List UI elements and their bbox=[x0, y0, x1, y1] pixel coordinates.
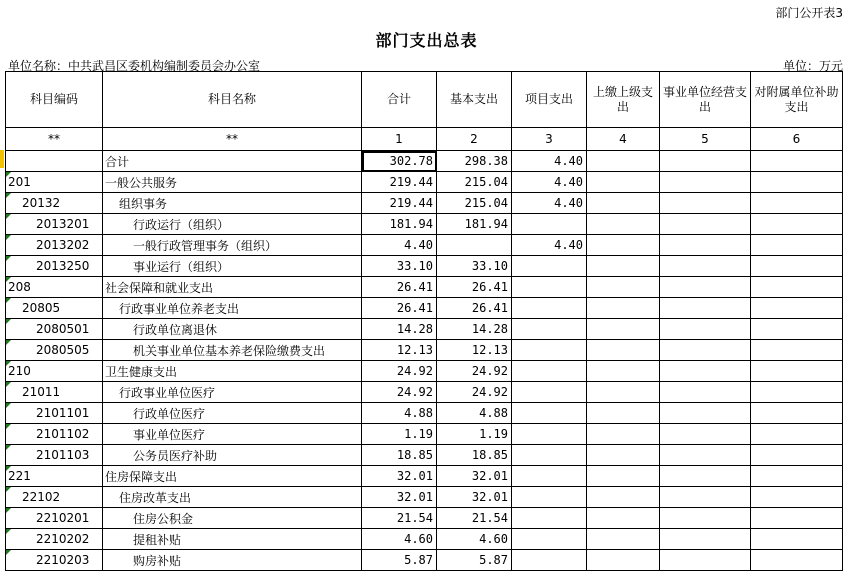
unit-name: 单位名称：中共武昌区委机构编制委员会办公室 bbox=[8, 59, 261, 73]
basic-expenditure-cell[interactable]: 4.88 bbox=[437, 403, 512, 424]
business-expenditure-cell[interactable] bbox=[660, 508, 751, 529]
project-expenditure-cell[interactable] bbox=[512, 487, 587, 508]
upper-level-cell[interactable] bbox=[587, 172, 660, 193]
basic-expenditure-cell[interactable]: 12.13 bbox=[437, 340, 512, 361]
subject-name-cell[interactable]: 组织事务 bbox=[103, 193, 362, 214]
subsidy-cell[interactable] bbox=[751, 466, 843, 487]
basic-expenditure-cell[interactable] bbox=[437, 235, 512, 256]
subject-name-cell[interactable]: 住房公积金 bbox=[103, 508, 362, 529]
project-expenditure-cell[interactable] bbox=[512, 298, 587, 319]
subsidy-cell[interactable] bbox=[751, 382, 843, 403]
table-row bbox=[6, 508, 843, 529]
table-row bbox=[6, 214, 843, 235]
total-cell[interactable]: 21.54 bbox=[362, 508, 437, 529]
business-expenditure-cell[interactable] bbox=[660, 298, 751, 319]
total-cell[interactable]: 4.88 bbox=[362, 403, 437, 424]
total-cell[interactable]: 24.92 bbox=[362, 361, 437, 382]
project-expenditure-cell[interactable] bbox=[512, 424, 587, 445]
subsidy-cell[interactable] bbox=[751, 340, 843, 361]
col-header-code[interactable]: 科目编码 bbox=[6, 72, 103, 128]
table-row bbox=[6, 424, 843, 445]
basic-expenditure-cell[interactable]: 26.41 bbox=[437, 277, 512, 298]
index-cell[interactable]: 1 bbox=[362, 128, 437, 151]
subject-name-cell[interactable]: 合计 bbox=[103, 151, 362, 172]
active-row-marker bbox=[0, 150, 4, 168]
project-expenditure-cell[interactable] bbox=[512, 382, 587, 403]
subject-name-cell[interactable]: 事业单位医疗 bbox=[103, 424, 362, 445]
subject-code-cell[interactable]: 201 bbox=[6, 172, 103, 193]
upper-level-cell[interactable] bbox=[587, 319, 660, 340]
total-cell[interactable]: 4.40 bbox=[362, 235, 437, 256]
subject-name-cell[interactable]: 一般行政管理事务（组织） bbox=[103, 235, 362, 256]
business-expenditure-cell[interactable] bbox=[660, 382, 751, 403]
upper-level-cell[interactable] bbox=[587, 256, 660, 277]
basic-expenditure-cell[interactable]: 1.19 bbox=[437, 424, 512, 445]
basic-expenditure-cell[interactable]: 21.54 bbox=[437, 508, 512, 529]
project-expenditure-cell[interactable] bbox=[512, 445, 587, 466]
total-cell[interactable]: 18.85 bbox=[362, 445, 437, 466]
upper-level-cell[interactable] bbox=[587, 382, 660, 403]
table-row bbox=[6, 235, 843, 256]
project-expenditure-cell[interactable] bbox=[512, 319, 587, 340]
table-row bbox=[6, 277, 843, 298]
table-row bbox=[6, 403, 843, 424]
business-expenditure-cell[interactable] bbox=[660, 550, 751, 571]
basic-expenditure-cell[interactable]: 215.04 bbox=[437, 172, 512, 193]
header-row bbox=[6, 72, 843, 128]
index-row bbox=[6, 128, 843, 151]
subject-code-cell[interactable]: 221 bbox=[6, 466, 103, 487]
subject-code-cell[interactable]: 2013201 bbox=[6, 214, 103, 235]
subsidy-cell[interactable] bbox=[751, 214, 843, 235]
basic-expenditure-cell[interactable]: 33.10 bbox=[437, 256, 512, 277]
col-header-business[interactable]: 事业单位经营支出 bbox=[660, 72, 751, 128]
subject-code-cell[interactable]: 2013250 bbox=[6, 256, 103, 277]
expenditure-table bbox=[5, 71, 843, 571]
subsidy-cell[interactable] bbox=[751, 508, 843, 529]
col-header-upper[interactable]: 上缴上级支出 bbox=[587, 72, 660, 128]
upper-level-cell[interactable] bbox=[587, 403, 660, 424]
subject-code-cell[interactable]: 210 bbox=[6, 361, 103, 382]
subject-name-cell[interactable]: 公务员医疗补助 bbox=[103, 445, 362, 466]
subsidy-cell[interactable] bbox=[751, 277, 843, 298]
subsidy-cell[interactable] bbox=[751, 403, 843, 424]
subsidy-cell[interactable] bbox=[751, 487, 843, 508]
table-row bbox=[6, 256, 843, 277]
basic-expenditure-cell[interactable]: 24.92 bbox=[437, 361, 512, 382]
subject-name-cell[interactable]: 行政事业单位养老支出 bbox=[103, 298, 362, 319]
business-expenditure-cell[interactable] bbox=[660, 466, 751, 487]
upper-level-cell[interactable] bbox=[587, 298, 660, 319]
subject-code-cell[interactable]: 2101101 bbox=[6, 403, 103, 424]
subject-code-cell[interactable]: 2210203 bbox=[6, 550, 103, 571]
total-cell[interactable]: 14.28 bbox=[362, 319, 437, 340]
total-cell[interactable]: 26.41 bbox=[362, 277, 437, 298]
basic-expenditure-cell[interactable]: 4.60 bbox=[437, 529, 512, 550]
upper-level-cell[interactable] bbox=[587, 235, 660, 256]
business-expenditure-cell[interactable] bbox=[660, 277, 751, 298]
basic-expenditure-cell[interactable]: 298.38 bbox=[437, 151, 512, 172]
upper-level-cell[interactable] bbox=[587, 340, 660, 361]
subject-name-cell[interactable]: 行政运行（组织） bbox=[103, 214, 362, 235]
total-cell[interactable]: 5.87 bbox=[362, 550, 437, 571]
business-expenditure-cell[interactable] bbox=[660, 193, 751, 214]
subsidy-cell[interactable] bbox=[751, 319, 843, 340]
basic-expenditure-cell[interactable]: 26.41 bbox=[437, 298, 512, 319]
unit-label: 单位：万元 bbox=[782, 59, 843, 73]
total-cell[interactable]: 4.60 bbox=[362, 529, 437, 550]
subsidy-cell[interactable] bbox=[751, 235, 843, 256]
table-row bbox=[6, 382, 843, 403]
table-row bbox=[6, 445, 843, 466]
subject-code-cell[interactable]: 208 bbox=[6, 277, 103, 298]
subject-name-cell[interactable]: 事业运行（组织） bbox=[103, 256, 362, 277]
upper-level-cell[interactable] bbox=[587, 550, 660, 571]
project-expenditure-cell[interactable] bbox=[512, 214, 587, 235]
upper-level-cell[interactable] bbox=[587, 424, 660, 445]
subject-name-cell[interactable]: 行政单位医疗 bbox=[103, 403, 362, 424]
business-expenditure-cell[interactable] bbox=[660, 424, 751, 445]
project-expenditure-cell[interactable] bbox=[512, 277, 587, 298]
table-row bbox=[6, 151, 843, 172]
business-expenditure-cell[interactable] bbox=[660, 151, 751, 172]
index-cell[interactable]: 5 bbox=[660, 128, 751, 151]
table-row bbox=[6, 361, 843, 382]
table-number: 部门公开表3 bbox=[775, 6, 843, 20]
subject-code-cell[interactable]: 2210202 bbox=[6, 529, 103, 550]
basic-expenditure-cell[interactable]: 32.01 bbox=[437, 487, 512, 508]
index-cell[interactable]: ** bbox=[6, 128, 103, 151]
subject-name-cell[interactable]: 购房补贴 bbox=[103, 550, 362, 571]
business-expenditure-cell[interactable] bbox=[660, 487, 751, 508]
basic-expenditure-cell[interactable]: 5.87 bbox=[437, 550, 512, 571]
index-cell[interactable]: 4 bbox=[587, 128, 660, 151]
subject-name-cell[interactable]: 提租补贴 bbox=[103, 529, 362, 550]
upper-level-cell[interactable] bbox=[587, 151, 660, 172]
table-row bbox=[6, 340, 843, 361]
business-expenditure-cell[interactable] bbox=[660, 235, 751, 256]
subsidy-cell[interactable] bbox=[751, 445, 843, 466]
subject-name-cell[interactable]: 卫生健康支出 bbox=[103, 361, 362, 382]
subsidy-cell[interactable] bbox=[751, 298, 843, 319]
total-cell[interactable]: 33.10 bbox=[362, 256, 437, 277]
col-header-name[interactable]: 科目名称 bbox=[103, 72, 362, 128]
total-cell[interactable]: 12.13 bbox=[362, 340, 437, 361]
business-expenditure-cell[interactable] bbox=[660, 319, 751, 340]
subject-name-cell[interactable]: 行政单位离退休 bbox=[103, 319, 362, 340]
index-cell[interactable]: ** bbox=[103, 128, 362, 151]
upper-level-cell[interactable] bbox=[587, 508, 660, 529]
project-expenditure-cell[interactable] bbox=[512, 256, 587, 277]
project-expenditure-cell[interactable] bbox=[512, 466, 587, 487]
index-cell[interactable]: 3 bbox=[512, 128, 587, 151]
table-row bbox=[6, 466, 843, 487]
project-expenditure-cell[interactable] bbox=[512, 529, 587, 550]
project-expenditure-cell[interactable] bbox=[512, 361, 587, 382]
subject-name-cell[interactable]: 一般公共服务 bbox=[103, 172, 362, 193]
subsidy-cell[interactable] bbox=[751, 550, 843, 571]
business-expenditure-cell[interactable] bbox=[660, 403, 751, 424]
total-cell[interactable]: 181.94 bbox=[362, 214, 437, 235]
project-expenditure-cell[interactable]: 4.40 bbox=[512, 193, 587, 214]
upper-level-cell[interactable] bbox=[587, 193, 660, 214]
total-cell[interactable]: 219.44 bbox=[362, 172, 437, 193]
project-expenditure-cell[interactable] bbox=[512, 340, 587, 361]
business-expenditure-cell[interactable] bbox=[660, 361, 751, 382]
upper-level-cell[interactable] bbox=[587, 445, 660, 466]
total-cell[interactable]: 24.92 bbox=[362, 382, 437, 403]
project-expenditure-cell[interactable]: 4.40 bbox=[512, 151, 587, 172]
subsidy-cell[interactable] bbox=[751, 172, 843, 193]
basic-expenditure-cell[interactable]: 181.94 bbox=[437, 214, 512, 235]
table-row bbox=[6, 529, 843, 550]
subsidy-cell[interactable] bbox=[751, 193, 843, 214]
subject-code-cell[interactable]: 2080505 bbox=[6, 340, 103, 361]
col-header-subsidy[interactable]: 对附属单位补助支出 bbox=[751, 72, 843, 128]
business-expenditure-cell[interactable] bbox=[660, 445, 751, 466]
total-cell[interactable]: 302.78 bbox=[362, 151, 437, 172]
total-cell[interactable]: 32.01 bbox=[362, 466, 437, 487]
subject-name-cell[interactable]: 行政事业单位医疗 bbox=[103, 382, 362, 403]
upper-level-cell[interactable] bbox=[587, 214, 660, 235]
subject-code-cell[interactable]: 2210201 bbox=[6, 508, 103, 529]
subsidy-cell[interactable] bbox=[751, 151, 843, 172]
table-row bbox=[6, 193, 843, 214]
business-expenditure-cell[interactable] bbox=[660, 340, 751, 361]
basic-expenditure-cell[interactable]: 24.92 bbox=[437, 382, 512, 403]
basic-expenditure-cell[interactable]: 32.01 bbox=[437, 466, 512, 487]
upper-level-cell[interactable] bbox=[587, 361, 660, 382]
project-expenditure-cell[interactable] bbox=[512, 403, 587, 424]
business-expenditure-cell[interactable] bbox=[660, 214, 751, 235]
subsidy-cell[interactable] bbox=[751, 529, 843, 550]
table-row bbox=[6, 319, 843, 340]
subsidy-cell[interactable] bbox=[751, 424, 843, 445]
basic-expenditure-cell[interactable]: 215.04 bbox=[437, 193, 512, 214]
project-expenditure-cell[interactable] bbox=[512, 508, 587, 529]
subject-code-cell[interactable]: 21011 bbox=[6, 382, 103, 403]
subject-name-cell[interactable]: 住房改革支出 bbox=[103, 487, 362, 508]
subject-code-cell[interactable]: 2101103 bbox=[6, 445, 103, 466]
subject-code-cell[interactable]: 20132 bbox=[6, 193, 103, 214]
table-row bbox=[6, 298, 843, 319]
business-expenditure-cell[interactable] bbox=[660, 256, 751, 277]
subject-name-cell[interactable]: 社会保障和就业支出 bbox=[103, 277, 362, 298]
col-header-basic[interactable]: 基本支出 bbox=[437, 72, 512, 128]
upper-level-cell[interactable] bbox=[587, 466, 660, 487]
subsidy-cell[interactable] bbox=[751, 361, 843, 382]
total-cell[interactable]: 219.44 bbox=[362, 193, 437, 214]
upper-level-cell[interactable] bbox=[587, 487, 660, 508]
subject-code-cell[interactable]: 2013202 bbox=[6, 235, 103, 256]
col-header-total[interactable]: 合计 bbox=[362, 72, 437, 128]
table-row bbox=[6, 487, 843, 508]
upper-level-cell[interactable] bbox=[587, 277, 660, 298]
index-cell[interactable]: 2 bbox=[437, 128, 512, 151]
subject-code-cell[interactable] bbox=[6, 151, 103, 172]
total-cell[interactable]: 26.41 bbox=[362, 298, 437, 319]
subsidy-cell[interactable] bbox=[751, 256, 843, 277]
business-expenditure-cell[interactable] bbox=[660, 529, 751, 550]
total-cell[interactable]: 1.19 bbox=[362, 424, 437, 445]
subject-name-cell[interactable]: 机关事业单位基本养老保险缴费支出 bbox=[103, 340, 362, 361]
subject-code-cell[interactable]: 2101102 bbox=[6, 424, 103, 445]
subject-code-cell[interactable]: 20805 bbox=[6, 298, 103, 319]
subject-code-cell[interactable]: 2080501 bbox=[6, 319, 103, 340]
project-expenditure-cell[interactable]: 4.40 bbox=[512, 235, 587, 256]
subject-name-cell[interactable]: 住房保障支出 bbox=[103, 466, 362, 487]
project-expenditure-cell[interactable] bbox=[512, 550, 587, 571]
index-cell[interactable]: 6 bbox=[751, 128, 843, 151]
basic-expenditure-cell[interactable]: 18.85 bbox=[437, 445, 512, 466]
total-cell[interactable]: 32.01 bbox=[362, 487, 437, 508]
subject-code-cell[interactable]: 22102 bbox=[6, 487, 103, 508]
basic-expenditure-cell[interactable]: 14.28 bbox=[437, 319, 512, 340]
col-header-project[interactable]: 项目支出 bbox=[512, 72, 587, 128]
page-title: 部门支出总表 bbox=[375, 31, 478, 50]
project-expenditure-cell[interactable]: 4.40 bbox=[512, 172, 587, 193]
upper-level-cell[interactable] bbox=[587, 529, 660, 550]
table-row bbox=[6, 550, 843, 571]
business-expenditure-cell[interactable] bbox=[660, 172, 751, 193]
table-row bbox=[6, 172, 843, 193]
